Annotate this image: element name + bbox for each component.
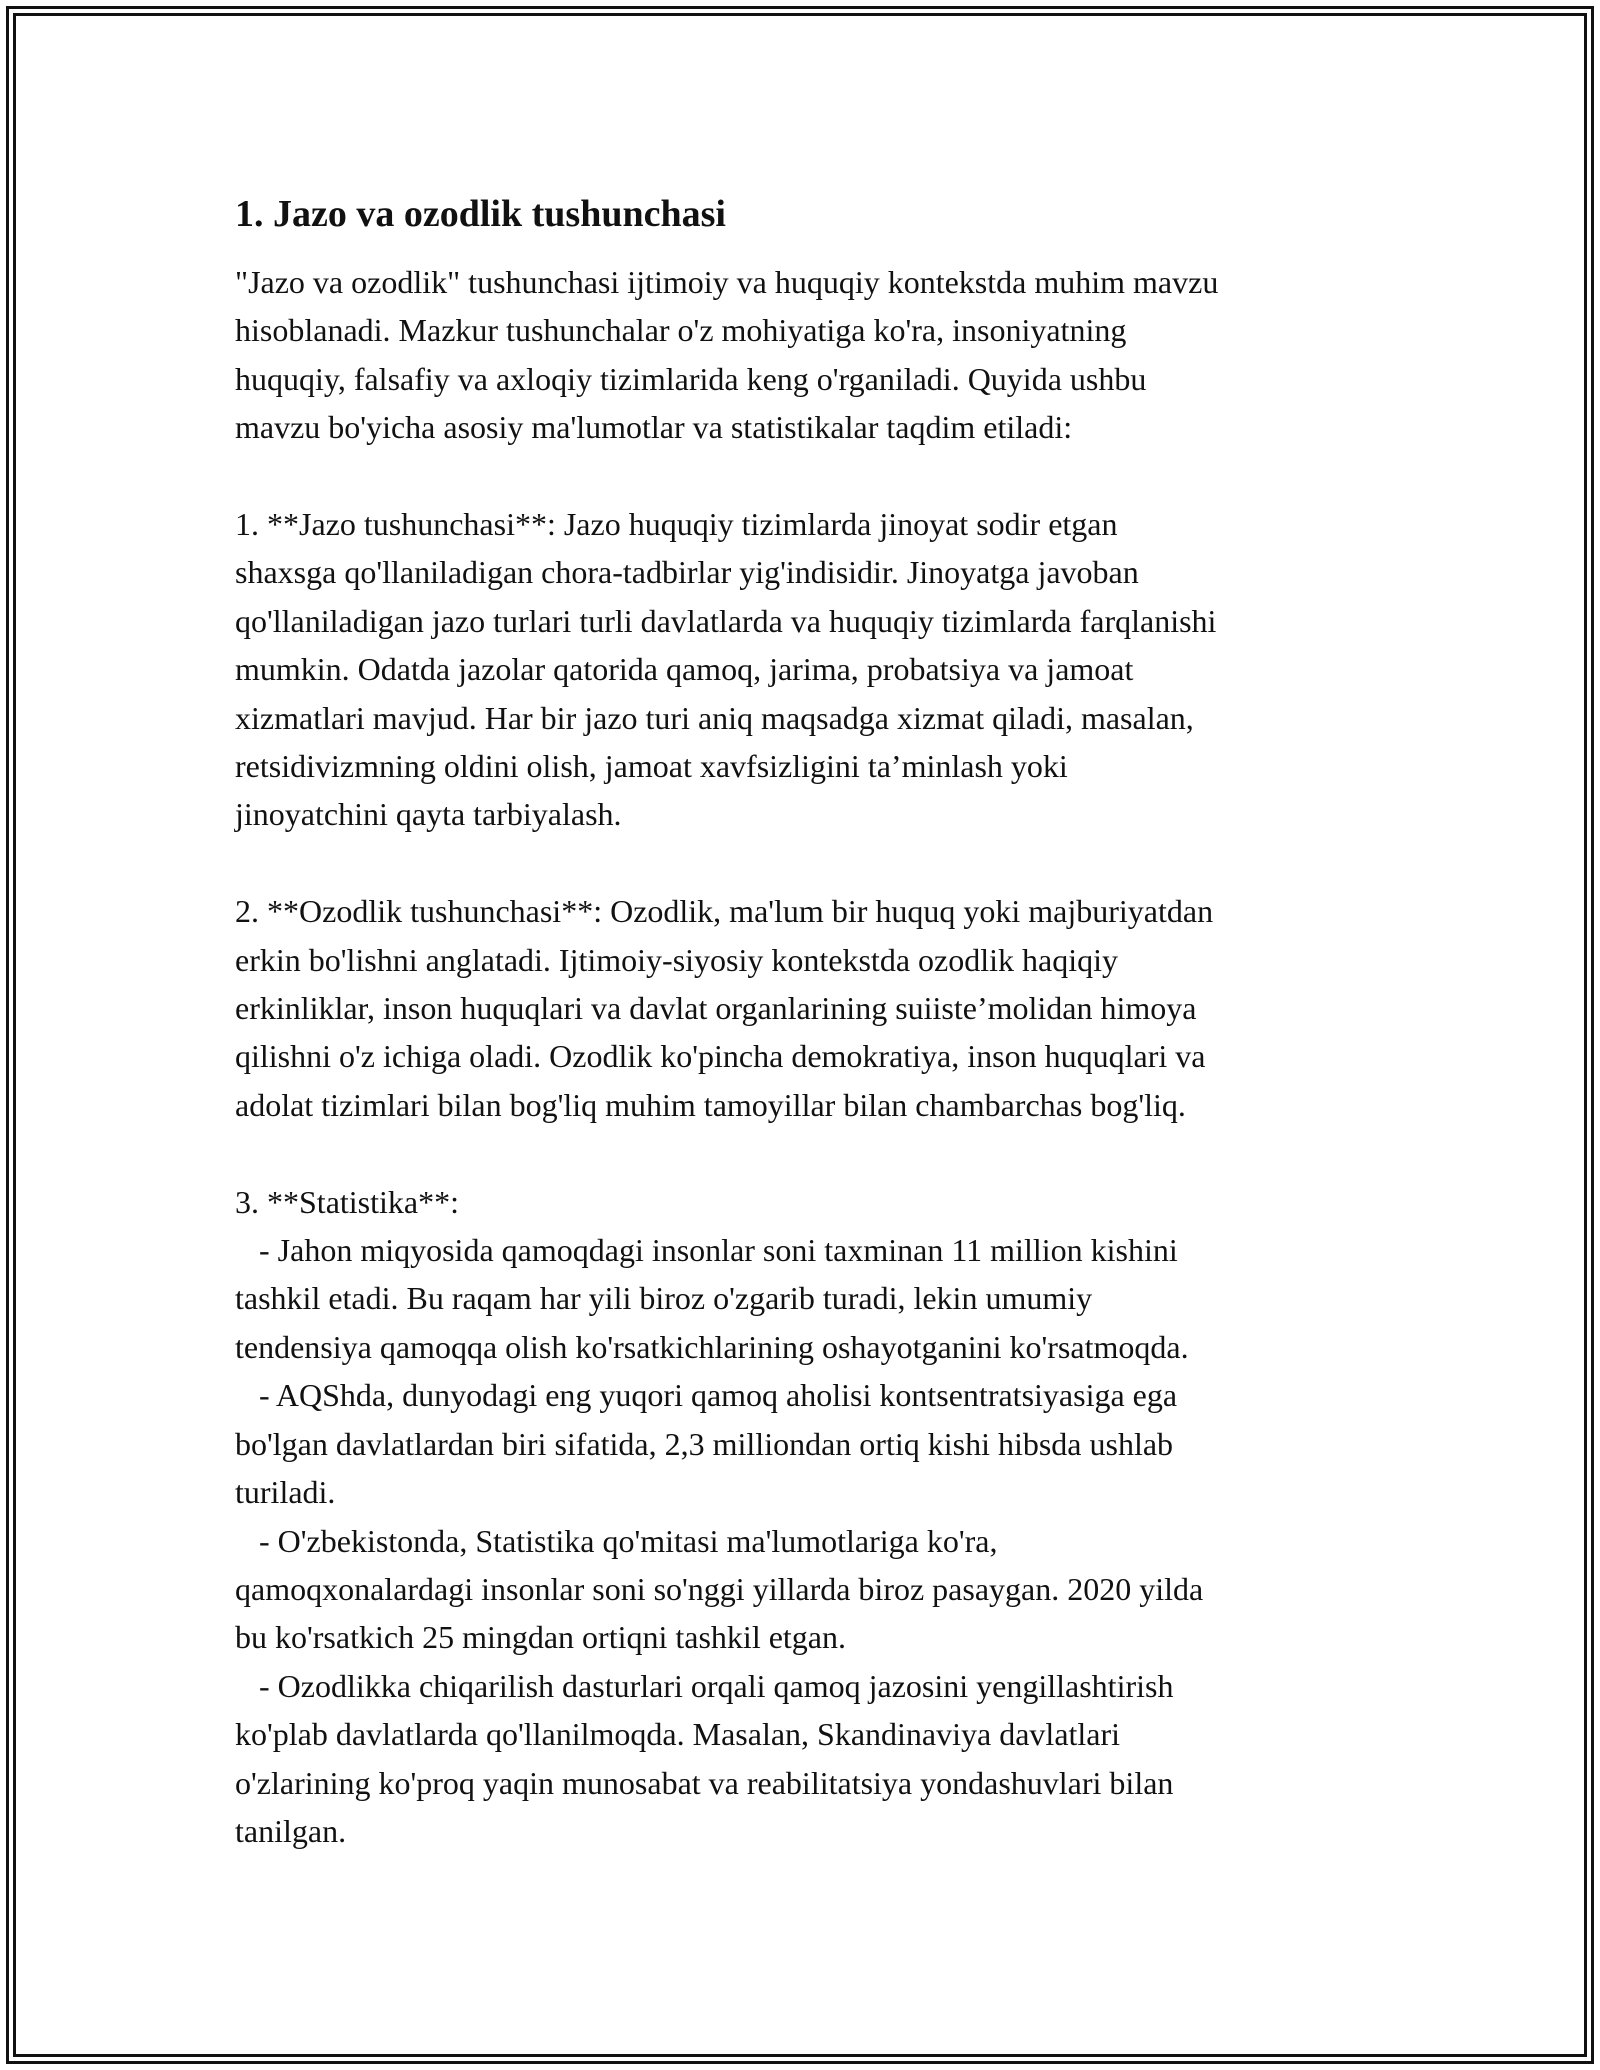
ozodlik-paragraph <box>235 887 1385 1129</box>
paragraph-line: retsidivizmning oldini olish, jamoat xavfsizligini ta’minlash yoki <box>235 748 1068 785</box>
paragraph-line: - Ozodlikka chiqarilish dasturlari orqali qamoq jazosini yengillashtirish <box>235 1667 1174 1704</box>
paragraph-line: jinoyatchini qayta tarbiyalash. <box>235 796 622 833</box>
paragraph-line: erkinliklar, inson huquqlari va davlat organlarining suiiste’molidan himoya <box>235 990 1197 1027</box>
jazo-paragraph <box>235 500 1385 839</box>
paragraph-line: bo'lgan davlatlardan biri sifatida, 2,3 milliondan ortiq kishi hibsda ushlab <box>235 1425 1174 1462</box>
paragraph-line: ko'plab davlatlarda qo'llanilmoqda. Masalan, Skandinaviya davlatlari <box>235 1716 1121 1753</box>
paragraph-line: "Jazo va ozodlik" tushunchasi ijtimoiy va huquqiy kontekstda muhim mavzu <box>235 264 1219 300</box>
paragraph-line: tendensiya qamoqqa olish ko'rsatkichlarining oshayotganini ko'rsatmoqda. <box>235 1328 1189 1365</box>
paragraph-line: qilishni o'z ichiga oladi. Ozodlik ko'pincha demokratiya, inson huquqlari va <box>235 1038 1206 1075</box>
paragraph-line: xizmatlari mavjud. Har bir jazo turi aniq maqsadga xizmat qiladi, masalan, <box>235 699 1194 736</box>
paragraph-line: shaxsga qo'llaniladigan chora-tadbirlar yig'indisidir. Jinoyatga javoban <box>235 554 1139 591</box>
paragraph-line: 2. **Ozodlik tushunchasi**: Ozodlik, ma'lum bir huquq yoki majburiyatdan <box>235 893 1214 930</box>
paragraph-line: qo'llaniladigan jazo turlari turli davlatlarda va huquqiy tizimlarda farqlanishi <box>235 602 1217 639</box>
statistika-paragraph <box>235 1178 1385 1856</box>
paragraph-line: o'zlarining ko'proq yaqin munosabat va reabilitatsiya yondashuvlari bilan <box>235 1764 1174 1801</box>
paragraph-line: mumkin. Odatda jazolar qatorida qamoq, jarima, probatsiya va jamoat <box>235 651 1134 688</box>
document-body <box>235 258 1385 1855</box>
document-heading: 1. Jazo va ozodlik tushunchasi <box>235 193 726 235</box>
paragraph-line: qamoqxonalardagi insonlar soni so'nggi yillarda biroz pasaygan. 2020 yilda <box>235 1570 1204 1607</box>
paragraph-line: bu ko'rsatkich 25 mingdan ortiqni tashkil etgan. <box>235 1619 846 1656</box>
paragraph-line: huquqiy, falsafiy va axloqiy tizimlarida keng o'rganiladi. Quyida ushbu <box>235 360 1147 397</box>
paragraph-line: - O'zbekistonda, Statistika qo'mitasi ma'lumotlariga ko'ra, <box>235 1522 998 1559</box>
paragraph-line: - Jahon miqyosida qamoqdagi insonlar soni taxminan 11 million kishini <box>235 1232 1178 1269</box>
paragraph-line: tanilgan. <box>235 1812 347 1849</box>
paragraph-line: hisoblanadi. Mazkur tushunchalar o'z mohiyatiga ko'ra, insoniyatning <box>235 312 1127 349</box>
paragraph-line: mavzu bo'yicha asosiy ma'lumotlar va statistikalar taqdim etiladi: <box>235 409 1073 446</box>
paragraph-line: erkin bo'lishni anglatadi. Ijtimoiy-siyosiy kontekstda ozodlik haqiqiy <box>235 941 1118 978</box>
paragraph-line: - AQShda, dunyodagi eng yuqori qamoq aholisi kontsentratsiyasiga ega <box>235 1377 1178 1414</box>
paragraph-line: tashkil etadi. Bu raqam har yili biroz o'zgarib turadi, lekin umumiy <box>235 1280 1093 1317</box>
paragraph-line: 3. **Statistika**: <box>235 1183 459 1220</box>
paragraph-line: 1. **Jazo tushunchasi**: Jazo huquqiy tizimlarda jinoyat sodir etgan <box>235 506 1118 543</box>
intro-paragraph <box>235 258 1385 452</box>
paragraph-line: adolat tizimlari bilan bog'liq muhim tamoyillar bilan chambarchas bog'liq. <box>235 1086 1186 1123</box>
document-page <box>235 190 1385 1904</box>
paragraph-line: turiladi. <box>235 1474 336 1511</box>
